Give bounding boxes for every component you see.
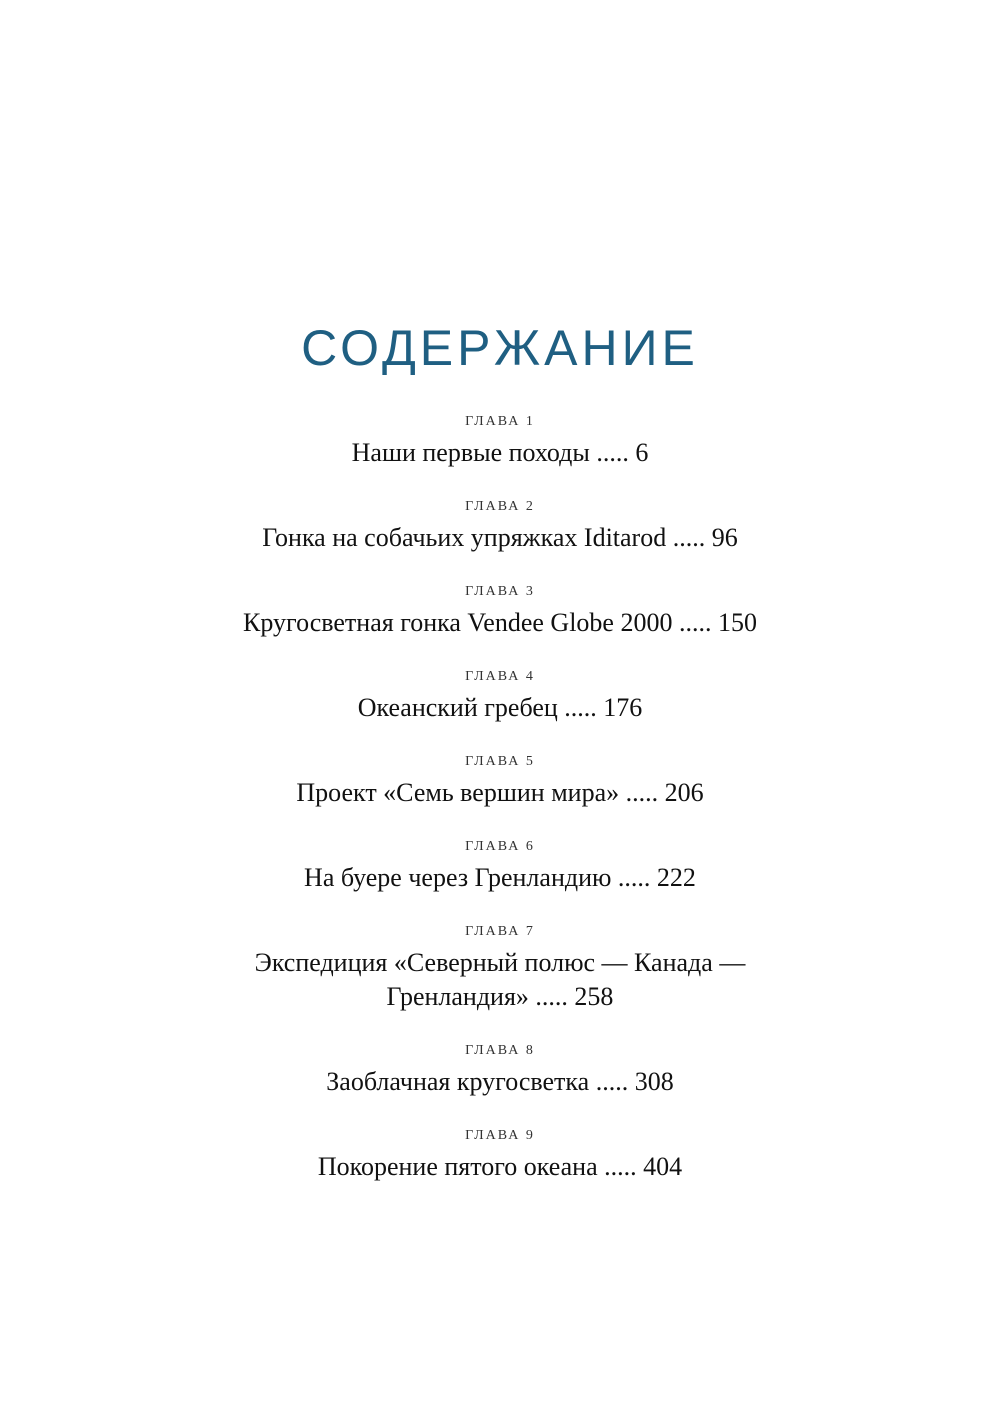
toc-entry-chapter-8	[0, 1041, 1000, 1099]
toc-entry-chapter-2	[0, 497, 1000, 555]
chapter-title: Проект «Семь вершин мира» ..... 206	[296, 778, 704, 807]
chapter-label: ГЛАВА 2	[465, 499, 535, 514]
chapter-title: Гонка на собачьих упряжках Iditarod ..... 96	[262, 523, 738, 552]
chapter-title-line-2: Гренландия» ..... 258	[386, 982, 614, 1011]
toc-entry-chapter-3	[0, 582, 1000, 640]
chapter-label: ГЛАВА 1	[465, 414, 535, 429]
chapter-title: На буере через Гренландию ..... 222	[304, 863, 696, 892]
toc-entry-chapter-7	[0, 922, 1000, 1014]
page-title: СОДЕРЖАНИЕ	[301, 320, 699, 376]
chapter-title: Кругосветная гонка Vendee Globe 2000 ..... 150	[243, 608, 757, 637]
chapter-label: ГЛАВА 9	[465, 1128, 535, 1143]
chapter-title	[0, 946, 1000, 1014]
toc-entry-chapter-6	[0, 837, 1000, 895]
chapter-title: Покорение пятого океана ..... 404	[317, 1152, 683, 1181]
chapter-title: Океанский гребец ..... 176	[357, 693, 643, 722]
chapter-label: ГЛАВА 6	[465, 839, 535, 854]
chapter-label: ГЛАВА 8	[465, 1043, 535, 1058]
toc-entry-chapter-1	[0, 412, 1000, 470]
table-of-contents	[0, 412, 1000, 1211]
chapter-label: ГЛАВА 7	[465, 924, 535, 939]
toc-entry-chapter-9	[0, 1126, 1000, 1184]
chapter-label: ГЛАВА 5	[465, 754, 535, 769]
toc-entry-chapter-5	[0, 752, 1000, 810]
chapter-label: ГЛАВА 3	[465, 584, 535, 599]
chapter-title-line-1: Экспедиция «Северный полюс — Канада —	[254, 948, 746, 977]
chapter-title: Наши первые походы ..... 6	[351, 438, 649, 467]
chapter-title: Заоблачная кругосветка ..... 308	[326, 1067, 674, 1096]
chapter-label: ГЛАВА 4	[465, 669, 535, 684]
toc-entry-chapter-4	[0, 667, 1000, 725]
